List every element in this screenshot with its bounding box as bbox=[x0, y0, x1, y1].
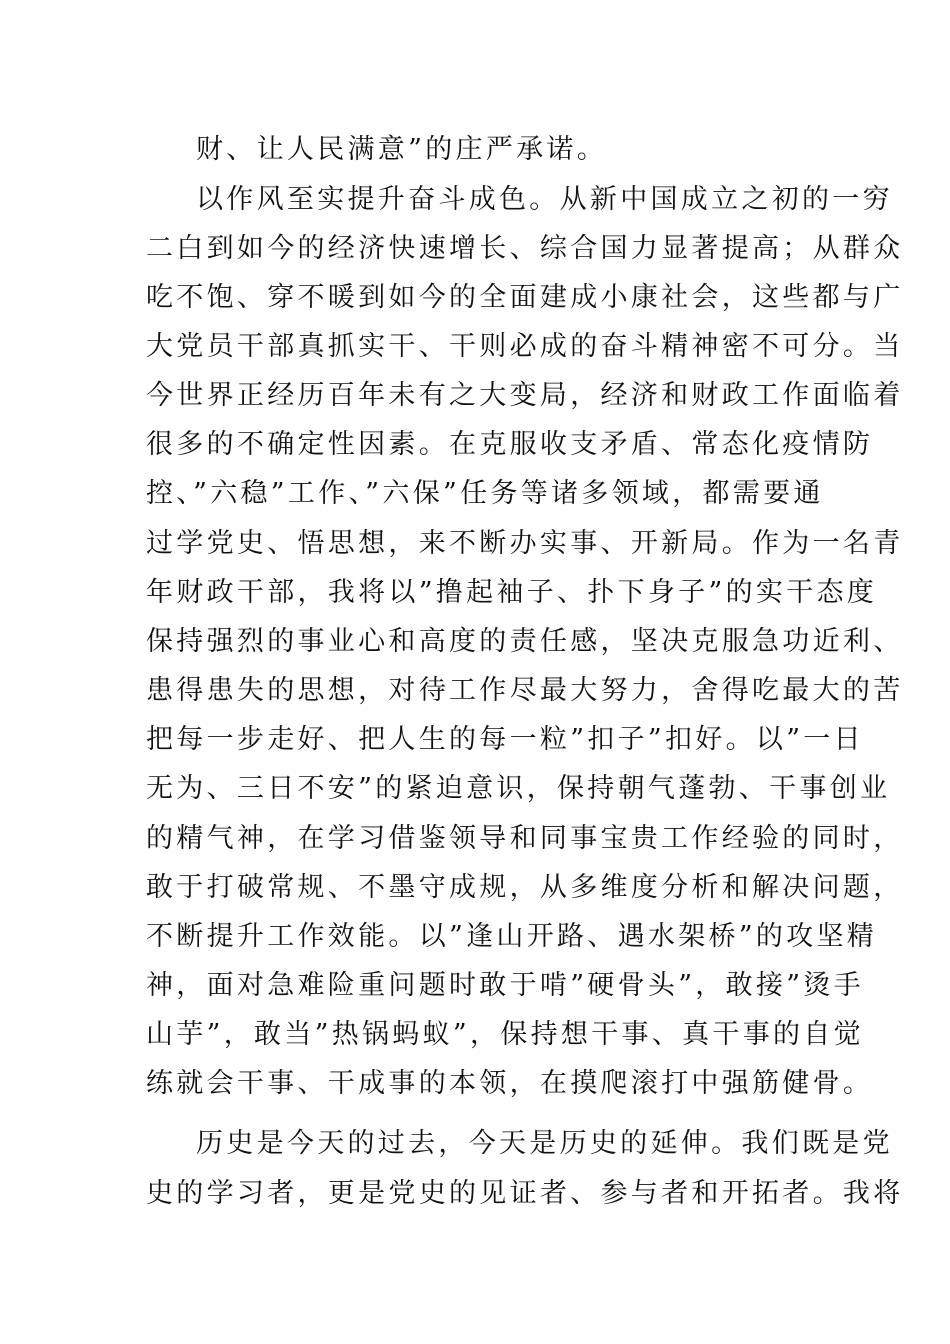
text-line: 史的学习者，更是党史的见证者、参与者和开拓者。我将 bbox=[146, 1178, 904, 1209]
text-line: 的精气神，在学习借鉴领导和同事宝贵工作经验的同时， bbox=[146, 823, 904, 854]
text-line: 保持强烈的事业心和高度的责任感，坚决克服急功近利、 bbox=[146, 626, 904, 657]
text-line: 不断提升工作效能。以”逢山开路、遇水架桥”的攻坚精 bbox=[146, 921, 878, 952]
text-line: 吃不饱、穿不暖到如今的全面建成小康社会，这些都与广 bbox=[146, 282, 904, 313]
text-line: 控、”六稳”工作、”六保”任务等诸多领域，都需要通 bbox=[146, 478, 824, 509]
text-line: 很多的不确定性因素。在克服收支矛盾、常态化疫情防 bbox=[146, 429, 874, 460]
text-line: 今世界正经历百年未有之大变局，经济和财政工作面临着 bbox=[146, 380, 904, 411]
text-line: 过学党史、悟思想，来不断办实事、开新局。作为一名青 bbox=[146, 528, 904, 559]
text-line: 无为、三日不安”的紧迫意识，保持朝气蓬勃、干事创业 bbox=[146, 773, 891, 804]
text-line: 把每一步走好、把人生的每一粒”扣子”扣好。以”一日 bbox=[146, 724, 864, 755]
text-line: 练就会干事、干成事的本领，在摸爬滚打中强筋健骨。 bbox=[146, 1068, 874, 1099]
paragraph-first-line: 历史是今天的过去，今天是历史的延伸。我们既是党 bbox=[196, 1128, 893, 1159]
text-line: 财、让人民满意”的庄严承诺。 bbox=[196, 134, 608, 165]
text-line: 患得患失的思想，对待工作尽最大努力，舍得吃最大的苦 bbox=[146, 675, 904, 706]
text-line: 山芋”，敢当”热锅蚂蚁”，保持想干事、真干事的自觉 bbox=[146, 1019, 864, 1050]
text-line: 神，面对急难险重问题时敢于啃”硬骨头”，敢接”烫手 bbox=[146, 970, 864, 1001]
text-line: 年财政干部，我将以”撸起袖子、扑下身子”的实干态度 bbox=[146, 577, 878, 608]
text-line: 大党员干部真抓实干、干则必成的奋斗精神密不可分。当 bbox=[146, 331, 904, 362]
text-line: 二白到如今的经济快速增长、综合国力显著提高；从群众 bbox=[146, 233, 904, 264]
paragraph-first-line: 以作风至实提升奋斗成色。从新中国成立之初的一穷 bbox=[196, 184, 893, 215]
text-line: 敢于打破常规、不墨守成规，从多维度分析和解决问题， bbox=[146, 872, 904, 903]
